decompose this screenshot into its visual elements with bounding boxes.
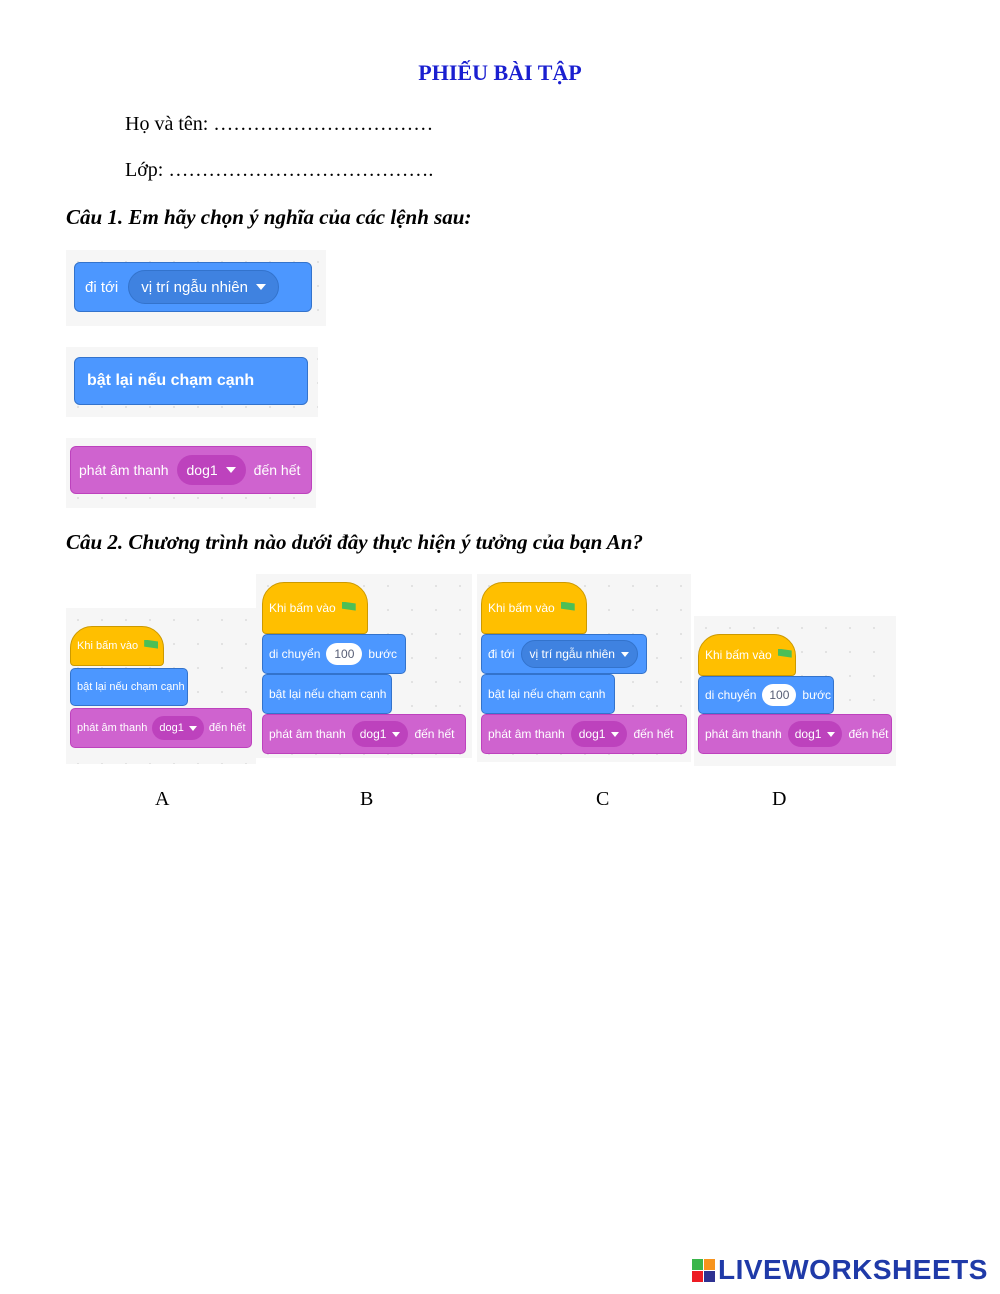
block-image-goto xyxy=(66,250,326,326)
logo-text: LIVEWORKSHEETS xyxy=(718,1254,988,1285)
block-image-sound xyxy=(66,438,316,508)
move-block: di chuyển 100 bước xyxy=(262,634,406,674)
program-d xyxy=(694,616,896,766)
sound-block xyxy=(70,446,312,494)
dropdown-caret-icon xyxy=(189,726,197,731)
name-field: Họ và tên: …………………………… xyxy=(125,113,434,135)
move-block: di chuyển 100 bước xyxy=(698,676,834,714)
sound-block: phát âm thanh dog1 đến hết xyxy=(698,714,892,754)
steps-input: 100 xyxy=(762,684,796,706)
sound-dropdown: dog1 xyxy=(177,455,246,485)
program-c xyxy=(477,574,691,762)
question-2: Câu 2. Chương trình nào dưới đây thực hiện ý tưởng của bạn An? xyxy=(66,530,643,554)
bounce-block: bật lại nếu chạm cạnh xyxy=(481,674,615,714)
when-flag-block: Khi bấm vào xyxy=(698,634,796,676)
dropdown-caret-icon xyxy=(226,467,236,473)
option-d-label: D xyxy=(772,788,787,810)
green-flag-icon xyxy=(342,602,356,615)
green-flag-icon xyxy=(561,602,575,615)
logo-badge-icon xyxy=(692,1259,715,1282)
dropdown-caret-icon xyxy=(611,732,619,737)
when-flag-block: Khi bấm vào xyxy=(70,626,164,666)
class-field: Lớp: …………………………………. xyxy=(125,159,434,181)
bounce-block: bật lại nếu chạm cạnh xyxy=(74,357,308,405)
sound-label: phát âm thanh xyxy=(79,462,169,478)
option-c-label: C xyxy=(596,788,610,810)
program-a xyxy=(66,608,256,764)
option-b-label: B xyxy=(360,788,374,810)
option-a-label: A xyxy=(155,788,170,810)
when-flag-block: Khi bấm vào xyxy=(481,582,587,634)
random-position-dropdown: vị trí ngẫu nhiên xyxy=(521,640,638,668)
sound-block: phát âm thanh dog1 đến hết xyxy=(70,708,252,748)
sound-dropdown: dog1 xyxy=(788,721,843,747)
question-1: Câu 1. Em hãy chọn ý nghĩa của các lệnh sau: xyxy=(66,205,472,229)
dropdown-caret-icon xyxy=(827,732,835,737)
sound-dropdown: dog1 xyxy=(152,716,203,740)
liveworksheets-logo xyxy=(692,1254,988,1286)
bounce-block: bật lại nếu chạm cạnh xyxy=(262,674,392,714)
goto-label: đi tới xyxy=(85,278,119,296)
green-flag-icon xyxy=(778,649,792,662)
sound-block: phát âm thanh dog1 đến hết xyxy=(262,714,466,754)
goto-block xyxy=(74,262,312,312)
bounce-block: bật lại nếu chạm cạnh xyxy=(70,668,188,706)
steps-input: 100 xyxy=(326,643,362,665)
dropdown-caret-icon xyxy=(256,284,266,290)
sound-block: phát âm thanh dog1 đến hết xyxy=(481,714,687,754)
dropdown-caret-icon xyxy=(392,732,400,737)
sound-dropdown: dog1 xyxy=(571,721,628,747)
sound-dropdown: dog1 xyxy=(352,721,409,747)
green-flag-icon xyxy=(144,640,158,653)
until-done-label: đến hết xyxy=(253,462,301,478)
page-title: PHIẾU BÀI TẬP xyxy=(418,60,582,85)
dropdown-caret-icon xyxy=(621,652,629,657)
random-position-dropdown: vị trí ngẫu nhiên xyxy=(128,270,279,304)
when-flag-block: Khi bấm vào xyxy=(262,582,368,634)
program-b xyxy=(256,574,472,758)
goto-block: đi tới vị trí ngẫu nhiên xyxy=(481,634,647,674)
block-image-bounce xyxy=(66,347,318,417)
